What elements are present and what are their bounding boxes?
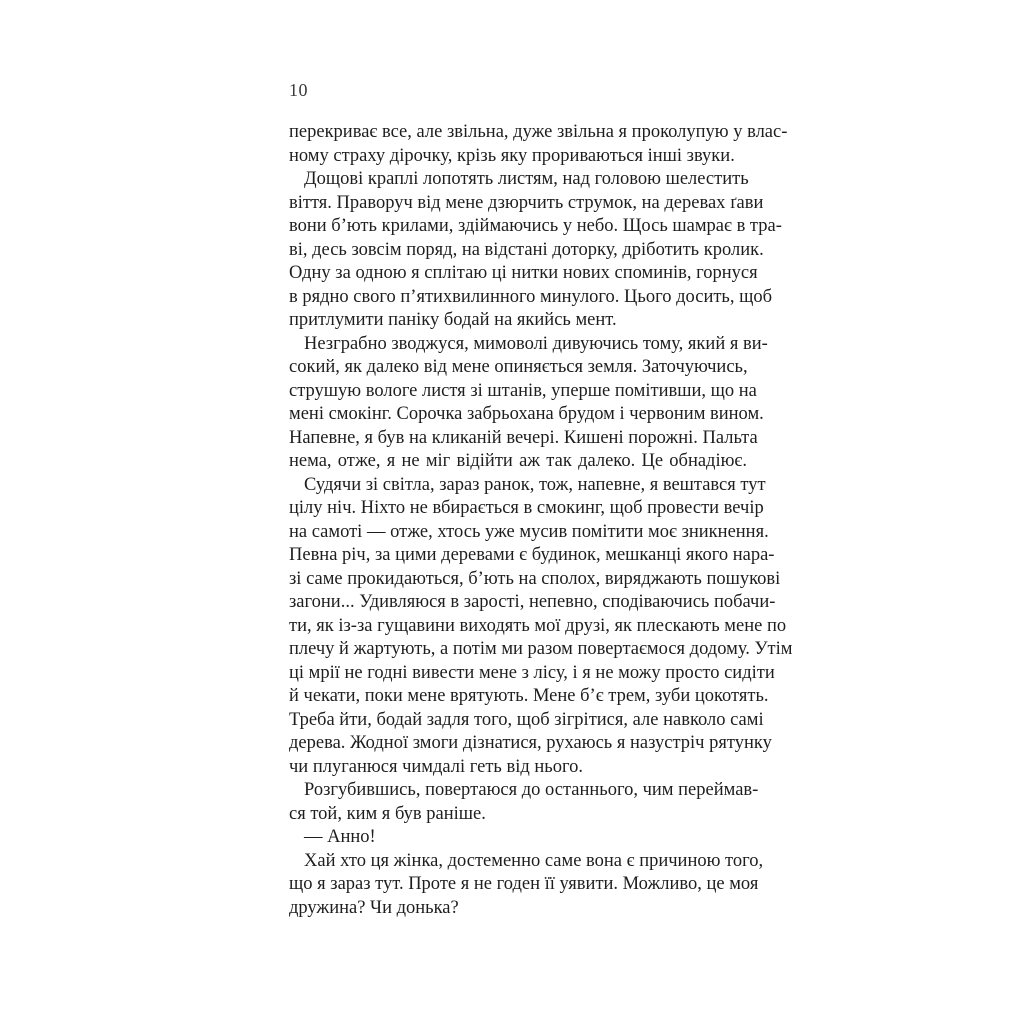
text-line: перекриває все, але звільна, дуже звільна я проколупую у влас- xyxy=(289,122,788,142)
paragraph xyxy=(289,850,764,921)
text-line: — Анно! xyxy=(304,827,376,847)
text-line: ному страху дірочку, крізь яку прориваються інші звуки. xyxy=(289,145,735,166)
text-line: Треба йти, бодай задля того, щоб зігрітися, але навколо самі xyxy=(289,709,764,730)
text-line: віття. Праворуч від мене дзюрчить струмок, на деревах ґави xyxy=(289,192,764,213)
paragraph xyxy=(289,121,788,168)
text-line: Одну за одною я сплітаю ці нитки нових споминів, горнуся xyxy=(289,263,758,283)
text-line: ти, як із-за гущавини виходять мої друзі, як плескають мене по xyxy=(289,615,787,636)
text-line: в рядно свого п’ятихвилинного минулого. Цього досить, щоб xyxy=(289,286,773,307)
text-line: мені смокінг. Сорочка забрьохана брудом і червоним вином. xyxy=(289,404,764,424)
text-line: нема, отже, я не міг відійти аж так далеко. Це обнадіює. xyxy=(289,451,747,471)
text-line: й чекати, поки мене врятують. Мене б’є трем, зуби цокотять. xyxy=(289,686,769,706)
text-line: Дощові краплі лопотять листям, над головою шелестить xyxy=(304,169,749,189)
text-line: плечу й жартують, а потім ми разом повертаємося додому. Утім xyxy=(289,639,793,659)
text-line: ці мрії не годні вивести мене з лісу, і я не можу просто сидіти xyxy=(289,662,775,683)
text-line: Хай хто ця жінка, достеменно саме вона є причиною того, xyxy=(304,850,764,871)
paragraph xyxy=(289,779,759,826)
text-line: Розгубившись, повертаюся до останнього, чим переймав- xyxy=(304,780,759,800)
body-text xyxy=(289,121,793,920)
text-line: дерева. Жодної змоги дізнатися, рухаюсь я назустріч рятунку xyxy=(289,733,772,753)
dialogue-line xyxy=(289,826,747,850)
page-number: 10 xyxy=(289,80,308,100)
text-line: ся той, ким я був раніше. xyxy=(289,803,486,824)
text-line: притлумити паніку бодай на якийсь мент. xyxy=(289,310,617,330)
text-line: Судячи зі світла, зараз ранок, тож, напевне, я вештався тут xyxy=(304,474,766,495)
text-line: що я зараз тут. Проте я не годен її уявити. Можливо, це моя xyxy=(289,874,759,894)
text-line: цілу ніч. Ніхто не вбирається в смокинг, щоб провести вечір xyxy=(289,498,764,518)
text-line: сокий, як далеко від мене опиняється земля. Заточуючись, xyxy=(289,357,748,377)
text-line: струшую вологе листя зі штанів, уперше помітивши, що на xyxy=(289,380,757,401)
paragraph xyxy=(289,168,782,333)
paragraph xyxy=(289,333,768,474)
text-line: Незграбно зводжуся, мимоволі дивуючись тому, який я ви- xyxy=(304,333,768,354)
text-line: вони б’ють крилами, здіймаючись у небо. Щось шамрає в тра- xyxy=(289,216,782,236)
text-line: дружина? Чи донька? xyxy=(289,897,459,918)
text-line: зі саме прокидаються, б’ють на сполох, виряджають пошукові xyxy=(289,568,781,589)
text-line: ві, десь зовсім поряд, на відстані доторку, дріботить кролик. xyxy=(289,239,764,260)
text-line: чи плуганюся чимдалі геть від нього. xyxy=(289,756,583,777)
paragraph xyxy=(289,474,793,780)
text-line: Певна річ, за цими деревами є будинок, мешканці якого нара- xyxy=(289,545,775,565)
text-line: на самоті — отже, хтось уже мусив помітити моє зникнення. xyxy=(289,521,769,542)
text-line: Напевне, я був на кликаній вечері. Кишені порожні. Пальта xyxy=(289,427,758,448)
text-line: загони... Удивляюся в зарості, непевно, сподіваючись побачи- xyxy=(289,592,776,612)
